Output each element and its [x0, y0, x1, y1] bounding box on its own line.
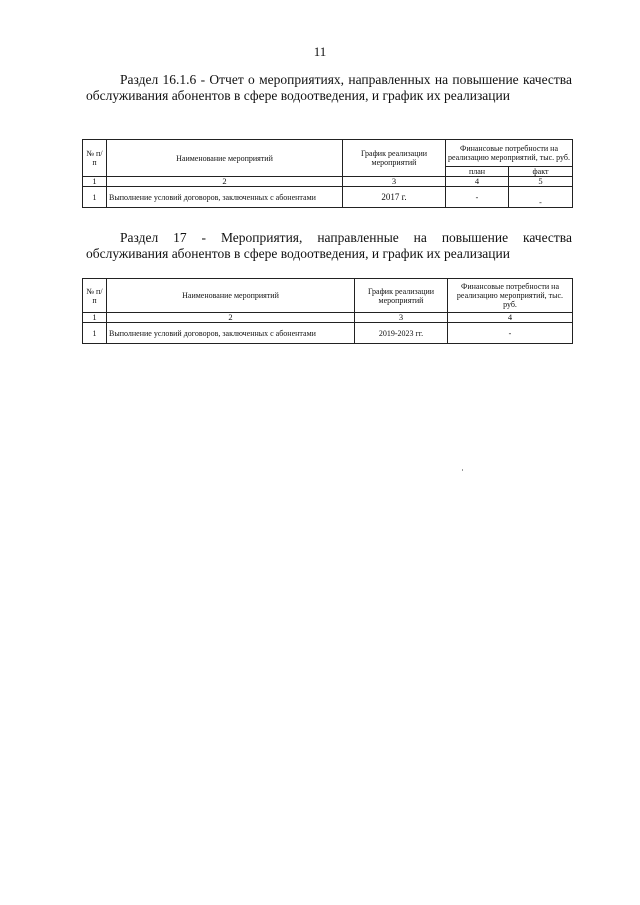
header-fact: факт: [509, 167, 573, 177]
col-number: 3: [355, 313, 448, 323]
row-num: 1: [83, 323, 107, 344]
table-row: [83, 323, 573, 344]
column-number-row: [83, 313, 573, 323]
table-header-row: [83, 279, 573, 313]
report-table-16-1-6: [82, 139, 573, 208]
header-finance: Финансовые потребности на реализацию мероприятий, тыс. руб.: [448, 279, 573, 313]
table-row: [83, 187, 573, 208]
header-schedule: График реализации мероприятий: [355, 279, 448, 313]
header-num: № п/п: [83, 279, 107, 313]
row-name: Выполнение условий договоров, заключенных с абонентами: [107, 187, 343, 208]
row-name: Выполнение условий договоров, заключенных с абонентами: [107, 323, 355, 344]
header-num: № п/п: [83, 140, 107, 177]
col-number: 4: [448, 313, 573, 323]
col-number: 5: [509, 177, 573, 187]
section-16-1-6-title: Раздел 16.1.6 - Отчет о мероприятиях, направленных на повышение качества обслуживания абонентов в сфере водоотведения, и график их реализации: [86, 72, 572, 103]
row-schedule: 2017 г.: [343, 187, 446, 208]
scan-speck: [462, 469, 463, 471]
row-plan: -: [446, 187, 509, 208]
header-plan: план: [446, 167, 509, 177]
table-header-row: [83, 140, 573, 167]
page-number: 11: [313, 44, 327, 59]
row-schedule: 2019-2023 гг.: [355, 323, 448, 344]
col-number: 2: [107, 313, 355, 323]
measures-table-17: [82, 278, 573, 344]
row-fact: -: [509, 187, 573, 208]
header-schedule: График реализации мероприятий: [343, 140, 446, 177]
header-name: Наименование мероприятий: [107, 140, 343, 177]
col-number: 1: [83, 177, 107, 187]
header-finance: Финансовые потребности на реализацию мероприятий, тыс. руб.: [446, 140, 573, 167]
col-number: 3: [343, 177, 446, 187]
col-number: 2: [107, 177, 343, 187]
section-17-title: Раздел 17 - Мероприятия, направленные на повышение качества обслуживания абонентов в сфере водоотведения, и график их реализации: [86, 230, 572, 261]
row-num: 1: [83, 187, 107, 208]
row-finance: -: [448, 323, 573, 344]
col-number: 1: [83, 313, 107, 323]
header-name: Наименование мероприятий: [107, 279, 355, 313]
col-number: 4: [446, 177, 509, 187]
column-number-row: [83, 177, 573, 187]
